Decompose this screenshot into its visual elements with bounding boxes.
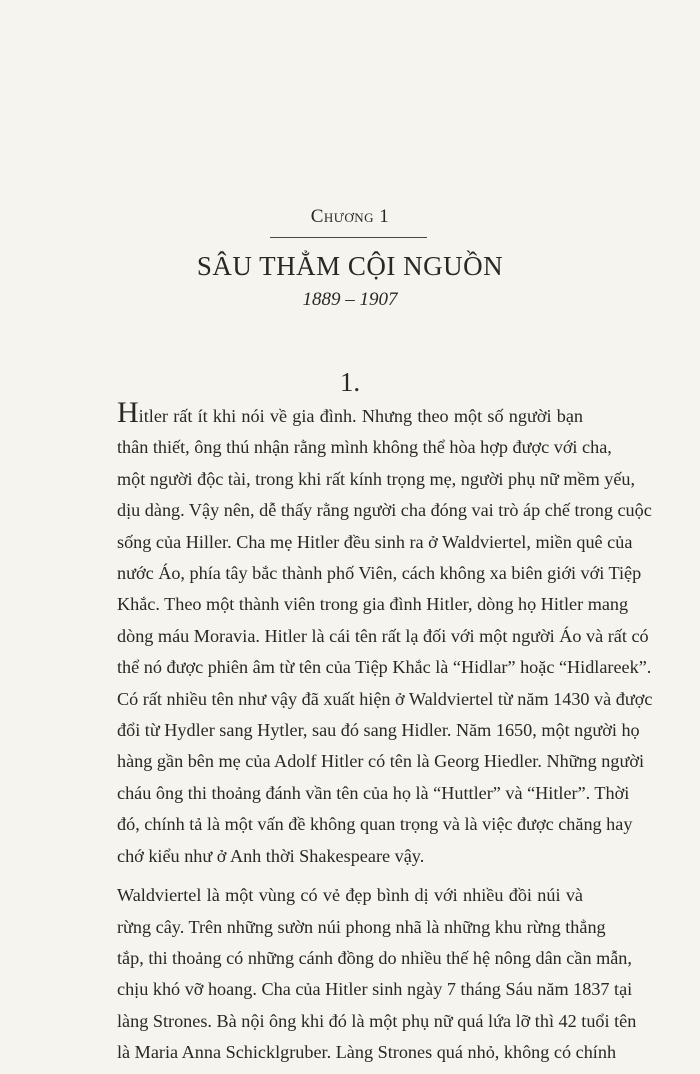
text-line: đổi từ Hydler sang Hytler, sau đó sang Hidler. Năm 1650, một người họ xyxy=(117,720,640,741)
text-line: Có rất nhiều tên như vậy đã xuất hiện ở Waldviertel từ năm 1430 và được xyxy=(117,688,653,709)
text-line: Waldviertel là một vùng có vẻ đẹp bình dị với nhiều đồi núi và xyxy=(117,885,583,906)
chapter-title: SÂU THẲM CỘI NGUỒN xyxy=(196,251,504,281)
text-line: chớ kiểu như ở Anh thời Shakespeare vậy. xyxy=(117,845,425,866)
text-line: nước Áo, phía tây bắc thành phố Viên, cách không xa biên giới với Tiệp xyxy=(117,563,642,584)
text-line: làng Strones. Bà nội ông khi đó là một phụ nữ quá lứa lỡ thì 42 tuổi tên xyxy=(117,1010,637,1031)
text-line: dòng máu Moravia. Hitler là cái tên rất lạ đối với một người Áo và rất có xyxy=(117,625,649,646)
chapter-years: 1889 – 1907 xyxy=(302,289,398,310)
text-line: đó, chính tả là một vấn đề không quan trọng và là việc được chăng hay xyxy=(117,814,633,835)
text-line: Khắc. Theo một thành viên trong gia đình Hitler, dòng họ Hitler mang xyxy=(117,594,629,615)
paragraph-1 xyxy=(117,396,653,872)
text-line: thể nó được phiên âm từ tên của Tiệp Khắc là “Hidlar” hoặc “Hidlareek”. xyxy=(117,657,652,678)
text-line: dịu dàng. Vậy nên, dễ thấy rằng người cha đóng vai trò áp chế trong cuộc xyxy=(117,500,652,521)
section-number: 1. xyxy=(339,367,361,397)
chapter-label: Chương 1 xyxy=(310,206,390,227)
text-line: rừng cây. Trên những sườn núi phong nhã là những khu rừng thẳng xyxy=(117,916,606,937)
text-line: một người độc tài, trong khi rất kính trọng mẹ, người phụ nữ mềm yếu, xyxy=(117,468,636,489)
chapter-rule xyxy=(270,237,427,238)
paragraph-2 xyxy=(117,880,637,1068)
text-line: hàng gần bên mẹ của Adolf Hitler có tên là Georg Hiedler. Những người xyxy=(117,751,644,772)
text-line: sống của Hiller. Cha mẹ Hitler đều sinh ra ở Waldviertel, miền quê của xyxy=(117,531,633,552)
text-line: thân thiết, ông thú nhận rằng mình không thể hòa hợp được với cha, xyxy=(117,437,612,458)
text-line: cháu ông thi thoảng đánh vần tên của họ là “Huttler” và “Hitler”. Thời xyxy=(117,782,630,803)
text-line: Hitler rất ít khi nói về gia đình. Nhưng theo một số người bạn xyxy=(117,396,583,429)
body-text xyxy=(117,396,653,1069)
dropcap: H xyxy=(117,396,139,429)
text-line: tắp, thi thoảng có những cánh đồng do nhiều thế hệ nông dân cần mẫn, xyxy=(117,947,632,968)
text-line: chịu khó vỡ hoang. Cha của Hitler sinh ngày 7 tháng Sáu năm 1837 tại xyxy=(117,979,633,1000)
text-line: là Maria Anna Schicklgruber. Làng Strones quá nhỏ, không có chính xyxy=(117,1042,617,1063)
